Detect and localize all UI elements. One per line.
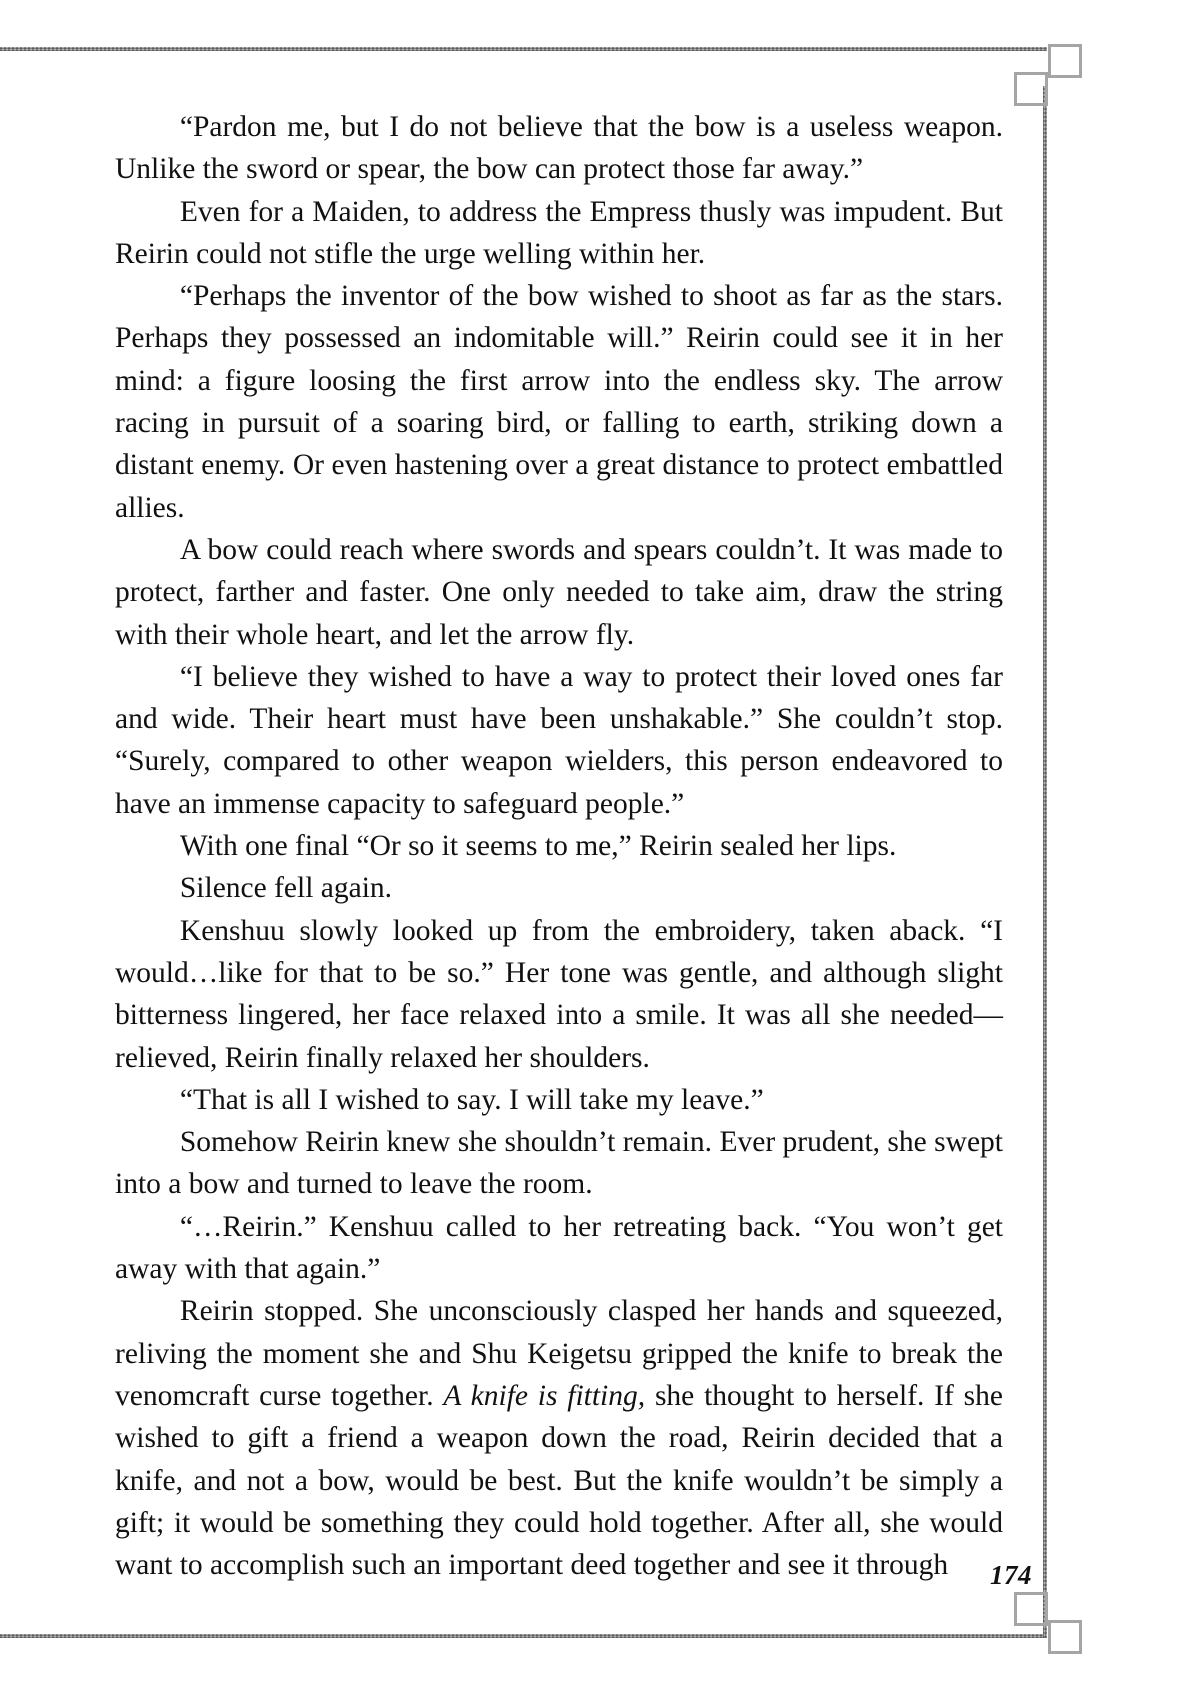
- page-number: 174: [990, 1560, 1032, 1590]
- text-run: “Pardon me, but I do not believe that the bow is a useless weapon. Unlike the sword or spear, the bow can protect those far away.”: [115, 111, 1003, 186]
- text-run: she thought to herself. If she wished to gift a friend a weapon down the road, Reirin decided that a knife, and not a bow, would be best. But the knife wouldn’t be simply a gift; it would be something they could hold together. After all, she would want to accomplish such an important deed together and see it through: [115, 1379, 1003, 1582]
- body-text-block: [115, 106, 1003, 1586]
- paragraph: [115, 1121, 1003, 1206]
- paragraph: [115, 275, 1003, 529]
- page-border-top-rule: [0, 47, 1047, 51]
- corner-ornament-top-right-inner-square: [1014, 72, 1048, 106]
- page-border-right-rule: [1043, 86, 1047, 1638]
- paragraph: [115, 656, 1003, 825]
- text-run: “Perhaps the inventor of the bow wished to shoot as far as the stars. Perhaps they possessed an indomitable will.” Reirin could see it in her mind: a figure loosing the first arrow into the endless sky. The arrow racing in pursuit of a soaring bird, or falling to earth, striking down a distant enemy. Or even hastening over a great distance to protect embattled allies.: [115, 280, 1003, 524]
- paragraph: [115, 910, 1003, 1079]
- paragraph: [115, 191, 1003, 276]
- corner-ornament-top-right-outer-square: [1048, 44, 1082, 78]
- text-run: “I believe they wished to have a way to protect their loved ones far and wide. Their heart must have been unshakable.” She couldn’t stop. “Surely, compared to other weapon wielders, this person endeavored to have an immense capacity to safeguard people.”: [115, 660, 1003, 820]
- text-run: Kenshuu slowly looked up from the embroidery, taken aback. “I would…like for that to be so.” Her tone was gentle, and although slight bitterness lingered, her face relaxed into a smile. It was all she needed—relieved, Reirin finally relaxed her shoulders.: [115, 914, 1003, 1074]
- paragraph: [115, 825, 1003, 867]
- paragraph: [115, 106, 1003, 191]
- paragraph: [115, 1079, 1003, 1121]
- paragraph: [115, 1206, 1003, 1291]
- text-run: Even for a Maiden, to address the Empress thusly was impudent. But Reirin could not stifle the urge welling within her.: [115, 195, 1003, 270]
- text-run: “That is all I wished to say. I will take my leave.”: [179, 1083, 764, 1116]
- corner-ornament-bottom-right-inner-square: [1014, 1592, 1048, 1626]
- paragraph: [115, 529, 1003, 656]
- text-run: With one final “Or so it seems to me,” Reirin sealed her lips.: [179, 830, 897, 863]
- text-run: Somehow Reirin knew she shouldn’t remain. Ever prudent, she swept into a bow and turned to leave the room.: [115, 1126, 1003, 1201]
- text-run: Reirin stopped. She unconsciously clasped her hands and squeezed, reliving the moment she and Shu Keigetsu gripped the knife to break the venomcraft curse together.: [115, 1295, 1003, 1412]
- text-run: Silence fell again.: [179, 872, 393, 905]
- page-border-bottom-rule: [0, 1634, 1047, 1638]
- paragraph: [115, 1290, 1003, 1586]
- text-run: “…Reirin.” Kenshuu called to her retreating back. “You won’t get away with that again.”: [115, 1210, 1003, 1286]
- text-run: A bow could reach where swords and spears couldn’t. It was made to protect, farther and faster. One only needed to take aim, draw the string with their whole heart, and let the arrow fly.: [115, 533, 1003, 651]
- italic-text-run: A knife is fitting,: [443, 1379, 646, 1412]
- corner-ornament-bottom-right-outer-square: [1048, 1620, 1082, 1654]
- paragraph: [115, 867, 1003, 909]
